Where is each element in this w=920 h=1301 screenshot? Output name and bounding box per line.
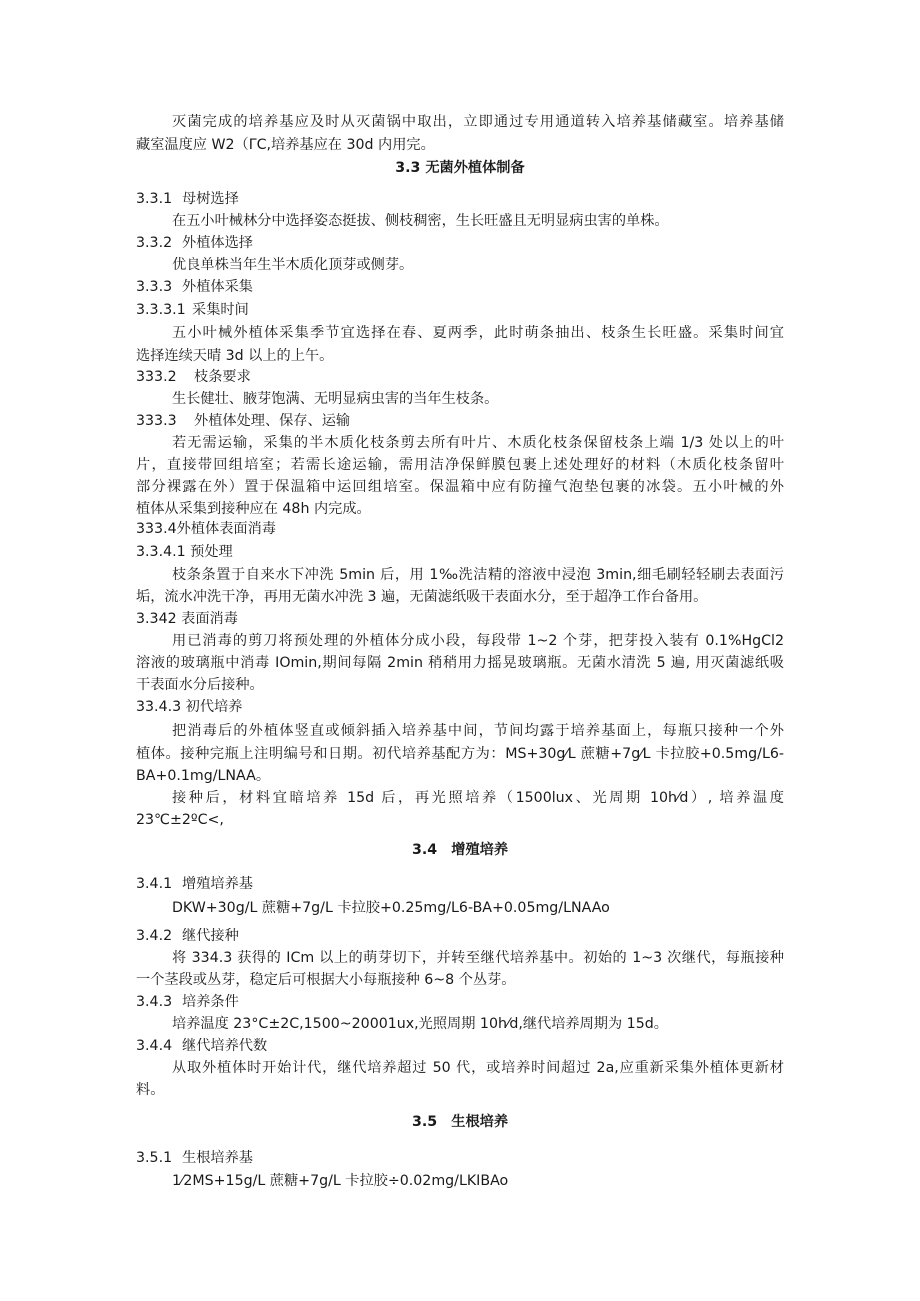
paragraph-line: 培养温度 23°C±2C,1500~20001ux,光照周期 10h⁄d,继代培养周期为 15d。 <box>172 1016 668 1032</box>
paragraph-line: 生长健壮、腋芽饱满、无明显病虫害的当年生枝条。 <box>172 391 499 407</box>
subsection-heading-3-3-3: 3.3.3 外植体采集 <box>136 279 253 295</box>
paragraph-line: 用已消毒的剪刀将预处理的外植体分成小段，每段带 1~2 个芽，把芽投入装有 0.1%HgCl2 <box>172 633 784 649</box>
paragraph-line: 枝条条置于自来水下冲洗 5min 后，用 1‰洗洁精的溶液中浸泡 3min,细毛刷轻轻刷去表面污 <box>172 567 784 583</box>
subsection-heading-3-4-1: 3.4.1 增殖培养基 <box>136 876 253 892</box>
paragraph-line: 植体。接种完瓶上注明编号和日期。初代培养基配方为：MS+30g⁄L 蔗糖+7g⁄L 卡拉胶+0.5mg/L6- <box>136 746 784 762</box>
paragraph-line: DKW+30g/L 蔗糖+7g/L 卡拉胶+0.25mg/L6-BA+0.05mg/LNAAo <box>172 900 610 916</box>
subsection-heading-3-3-4-1: 3.3.4.1 预处理 <box>136 544 233 560</box>
subsection-heading-3-4-2: 3.4.2 继代接种 <box>136 928 239 944</box>
subsection-heading-3-3-1: 3.3.1 母树选择 <box>136 191 239 207</box>
paragraph-line: 从取外植体时开始计代，继代培养超过 50 代，或培养时间超过 2a,应重新采集外植体更新材 <box>172 1060 784 1076</box>
subsection-heading-3-4-4: 3.4.4 继代培养代数 <box>136 1038 268 1054</box>
paragraph-line: 垢，流水冲洗干净，再用无菌水冲洗 3 遍，无菌滤纸吸干表面水分，至于超净工作台备用。 <box>136 589 708 605</box>
paragraph-line: 一个茎段或丛芽，稳定后可根据大小每瓶接种 6~8 个丛芽。 <box>136 972 516 988</box>
section-heading-3-5: 3.5 生根培养 <box>411 1114 509 1130</box>
paragraph-line: 片，直接带回组培室；若需长途运输，需用洁净保鲜膜包裹上述处理好的材料（木质化枝条留叶 <box>136 457 784 473</box>
paragraph-line: 灭菌完成的培养基应及时从灭菌锅中取出，立即通过专用通道转入培养基储藏室。培养基储 <box>172 114 784 130</box>
subsection-heading-3-5-1: 3.5.1 生根培养基 <box>136 1150 253 1166</box>
paragraph-line: 把消毒后的外植体竖直或倾斜插入培养基中间，节间均露于培养基面上，每瓶只接种一个外 <box>172 723 784 739</box>
paragraph-line: BA+0.1mg/LNAA。 <box>136 768 271 784</box>
paragraph-line: 选择连续天晴 3d 以上的上午。 <box>136 348 334 364</box>
paragraph-line: 1⁄2MS+15g/L 蔗糖+7g/L 卡拉胶÷0.02mg/LKIBAo <box>172 1173 509 1189</box>
subsection-heading-3-3-3-2: 333.2 枝条要求 <box>136 369 251 385</box>
subsection-heading-3-3-4-2: 3.342 表面消毒 <box>136 611 238 627</box>
subsection-heading-3-3-2: 3.3.2 外植体选择 <box>136 235 253 251</box>
paragraph-line: 溶液的玻璃瓶中消毒 IOmin,期间每隔 2min 稍稍用力摇晃玻璃瓶。无菌水清洗 5 遍, 用灭菌滤纸吸 <box>136 655 784 671</box>
paragraph-line: 五小叶械外植体采集季节宜选择在春、夏两季，此时萌条抽出、枝条生长旺盛。采集时间宜 <box>172 325 784 341</box>
paragraph-line: 接种后，材料宜暗培养 15d 后，再光照培养（1500lux、光周期 10h⁄d）, 培养温度 <box>172 790 784 806</box>
paragraph-line: 在五小叶械林分中选择姿态挺拔、侧枝稠密，生长旺盛且无明显病虫害的单株。 <box>172 213 669 229</box>
section-heading-3-4: 3.4 增殖培养 <box>411 842 509 858</box>
paragraph-line: 优良单株当年生半木质化顶芽或侧芽。 <box>172 257 414 273</box>
section-heading-3-3: 3.3 无菌外植体制备 <box>395 160 525 176</box>
paragraph-line: 藏室温度应 W2（ΓC,培养基应在 30d 内用完。 <box>136 137 435 153</box>
subsection-heading-3-3-3-3: 333.3 外植体处理、保存、运输 <box>136 413 351 429</box>
paragraph-line: 植体从采集到接种应在 48h 内完成。 <box>136 501 371 517</box>
subsection-heading-3-4-3: 3.4.3 培养条件 <box>136 994 239 1010</box>
subsection-heading-3-3-4-3: 33.4.3 初代培养 <box>136 699 243 715</box>
paragraph-line: 将 334.3 获得的 ICm 以上的萌芽切下，并转至继代培养基中。初始的 1~3 次继代，每瓶接种 <box>172 950 784 966</box>
paragraph-line: 料。 <box>136 1082 165 1098</box>
paragraph-line: 若无需运输，采集的半木质化枝条剪去所有叶片、木质化枝条保留枝条上端 1/3 处以上的叶 <box>172 435 784 451</box>
subsection-heading-3-3-3-1: 3.3.3.1 采集时间 <box>136 302 249 318</box>
paragraph-line: 干表面水分后接种。 <box>136 677 264 693</box>
subsection-heading-3-3-3-4: 333.4外植体表面消毒 <box>136 521 276 537</box>
paragraph-line: 部分裸露在外）置于保温箱中运回组培室。保温箱中应有防撞气泡垫包裹的冰袋。五小叶械的外 <box>136 479 784 495</box>
paragraph-line: 23℃±2ºC<, <box>136 812 224 828</box>
